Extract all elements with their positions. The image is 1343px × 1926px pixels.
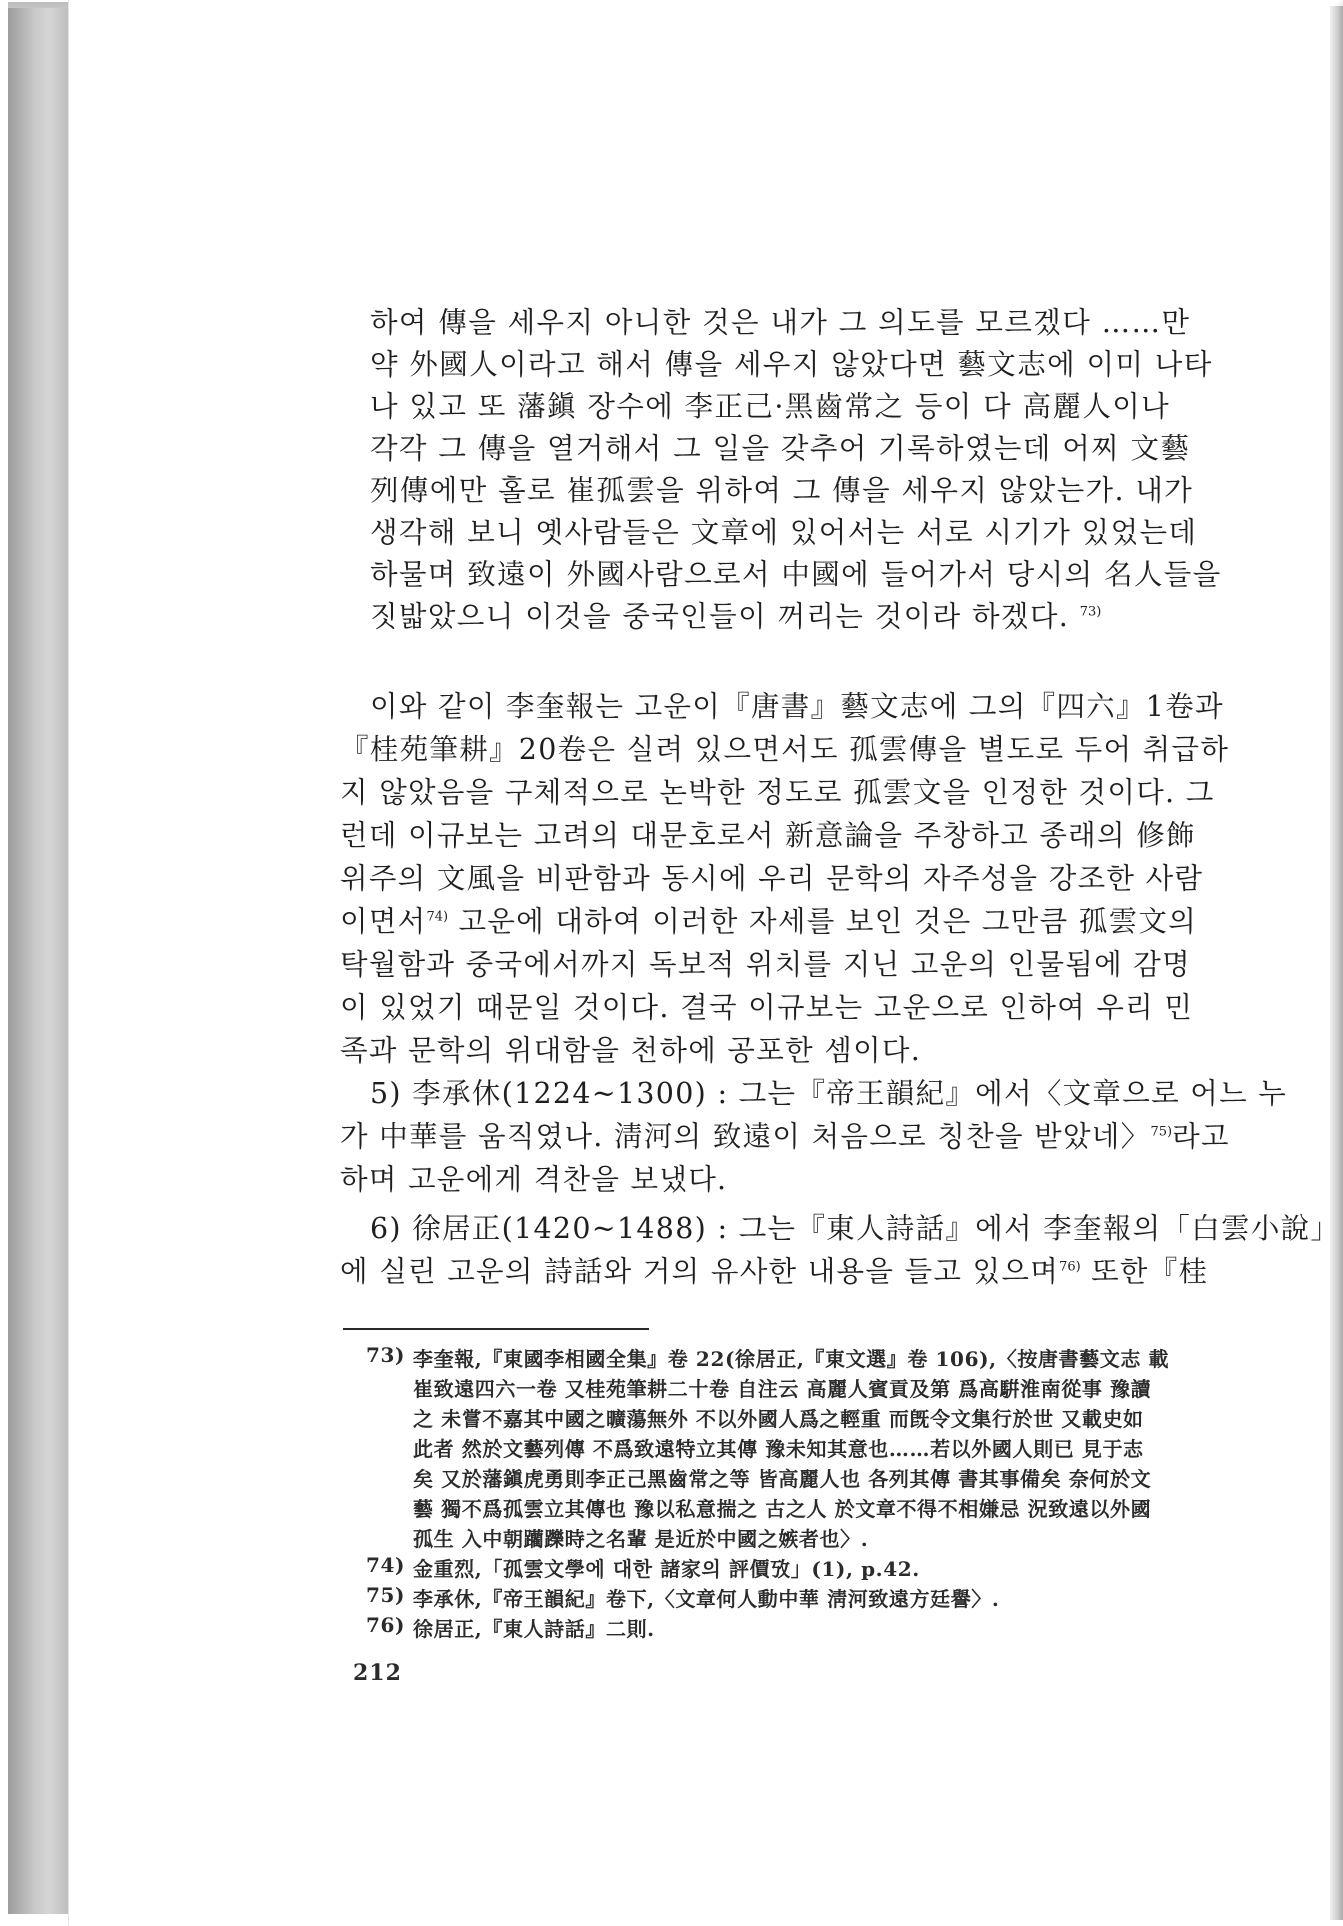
item5-line-3: 하며 고운에게 격찬을 보냈다. <box>340 1163 728 1196</box>
quote-line-8-text: 짓밟았으니 이것을 중국인들이 꺼리는 것이라 하겠다. <box>370 600 1070 633</box>
body-line-1: 이와 같이 李奎報는 고운이『唐書』藝文志에 그의『四六』1卷과 <box>370 690 1224 723</box>
footnote-73-number: 73) <box>366 1343 406 1367</box>
body-line-4: 런데 이규보는 고려의 대문호로서 新意論을 주창하고 종래의 修飾 <box>340 819 1196 852</box>
body-line-6b: 고운에 대하여 이러한 자세를 보인 것은 그만큼 孤雲文의 <box>458 905 1198 938</box>
footnote-76-number: 76) <box>366 1613 406 1637</box>
footnote-ref-73: 73) <box>1079 604 1102 620</box>
item6-line-2-text: 에 실린 고운의 詩話와 거의 유사한 내용을 들고 있으며 <box>340 1255 1060 1288</box>
quote-line-8 <box>370 594 1101 635</box>
quote-line-2: 약 外國人이라고 해서 傳을 세우지 않았다면 藝文志에 이미 나타 <box>370 348 1213 381</box>
footnote-73-line-2: 崔致遠四六一卷 又桂苑筆耕二十卷 自注云 高麗人賓貢及第 爲高騈淮南從事 豫讀 <box>413 1377 1152 1401</box>
body-line-7: 탁월함과 중국에서까지 독보적 위치를 지닌 고운의 인물됨에 감명 <box>340 948 1191 981</box>
footnote-73-line-5: 矣 又於藩鎭虎勇則李正己黑齒常之等 皆高麗人也 各列其傳 書其事備矣 奈何於文 <box>413 1467 1152 1491</box>
footnote-74-number: 74) <box>366 1553 406 1577</box>
body-line-5: 위주의 文風을 비판함과 동시에 우리 문학의 자주성을 강조한 사람 <box>340 862 1204 895</box>
body-line-3: 지 않았음을 구체적으로 논박한 정도로 孤雲文을 인정한 것이다. 그 <box>340 776 1215 809</box>
footnote-73-line-6: 藝 獨不爲孤雲立其傳也 豫以私意揣之 古之人 於文章不得不相嫌忌 況致遠以外國 <box>413 1497 1152 1521</box>
footnote-75-text: 李承休,『帝王韻紀』卷下,〈文章何人動中華 淸河致遠方廷譽〉. <box>413 1587 1000 1611</box>
page <box>68 0 1341 1926</box>
footnote-73-line-1: 李奎報,『東國李相國全集』卷 22(徐居正,『東文選』卷 106),〈按唐書藝文志 載 <box>413 1347 1170 1371</box>
body-line-9: 족과 문학의 위대함을 천하에 공포한 셈이다. <box>340 1034 922 1067</box>
footnote-76-text: 徐居正,『東人詩話』二則. <box>413 1617 655 1641</box>
page-stack-edge <box>1329 6 1343 1920</box>
footnote-73-line-4: 此者 然於文藝列傳 不爲致遠特立其傳 豫未知其意也……若以外國人則已 見于志 <box>413 1437 1144 1461</box>
footnote-73-line-3: 之 未嘗不嘉其中國之曠蕩無外 不以外國人爲之輕重 而旣令文集行於世 又載史如 <box>413 1407 1144 1431</box>
item6-line-2 <box>340 1249 1208 1290</box>
quote-line-4: 각각 그 傳을 열거해서 그 일을 갖추어 기록하였는데 어찌 文藝 <box>370 432 1191 465</box>
quote-line-5: 列傳에만 홀로 崔孤雲을 위하여 그 傳을 세우지 않았는가. 내가 <box>370 474 1194 507</box>
footnote-74-text: 金重烈,「孤雲文學에 대한 諸家의 評價攷」(1), p.42. <box>413 1557 920 1581</box>
item6-line-2-tail: 또한『桂 <box>1091 1255 1209 1288</box>
item6-line-1: 6) 徐居正(1420~1488) : 그는『東人詩話』에서 李奎報의「白雲小說」 <box>370 1212 1341 1245</box>
book-spine <box>8 8 68 1914</box>
quote-line-3: 나 있고 또 藩鎭 장수에 李正己·黑齒常之 등이 다 高麗人이나 <box>370 390 1171 423</box>
footnote-ref-74: 74) <box>426 909 449 925</box>
body-line-6 <box>340 899 1197 940</box>
body-line-2: 『桂苑筆耕』20卷은 실려 있으면서도 孤雲傳을 별도로 두어 취급하 <box>340 733 1230 766</box>
body-line-8: 이 있었기 때문일 것이다. 결국 이규보는 고운으로 인하여 우리 민 <box>340 991 1194 1024</box>
footnote-divider <box>343 1328 649 1330</box>
item5-line-2 <box>340 1114 1230 1155</box>
footnote-ref-76: 76) <box>1059 1259 1081 1275</box>
item5-line-2-text: 가 中華를 움직였나. 淸河의 致遠이 처음으로 칭찬을 받았네〉 <box>340 1120 1151 1153</box>
footnote-75-number: 75) <box>366 1583 406 1607</box>
quote-line-6: 생각해 보니 옛사람들은 文章에 있어서는 서로 시기가 있었는데 <box>370 516 1198 549</box>
footnote-ref-75: 75) <box>1150 1124 1173 1140</box>
body-line-6a: 이면서 <box>340 905 427 938</box>
footnote-73-line-7: 孤生 入中朝躪躒時之名輩 是近於中國之嫉者也〉. <box>413 1527 869 1551</box>
item5-line-1: 5) 李承休(1224~1300) : 그는『帝王韻紀』에서〈文章으로 어느 누 <box>370 1077 1288 1110</box>
quote-line-7: 하물며 致遠이 外國사람으로서 中國에 들어가서 당시의 名人들을 <box>370 558 1222 591</box>
page-number: 212 <box>353 1660 402 1686</box>
item5-line-2-tail: 라고 <box>1172 1120 1230 1153</box>
quote-line-1: 하여 傳을 세우지 아니한 것은 내가 그 의도를 모르겠다 ……만 <box>370 306 1191 339</box>
